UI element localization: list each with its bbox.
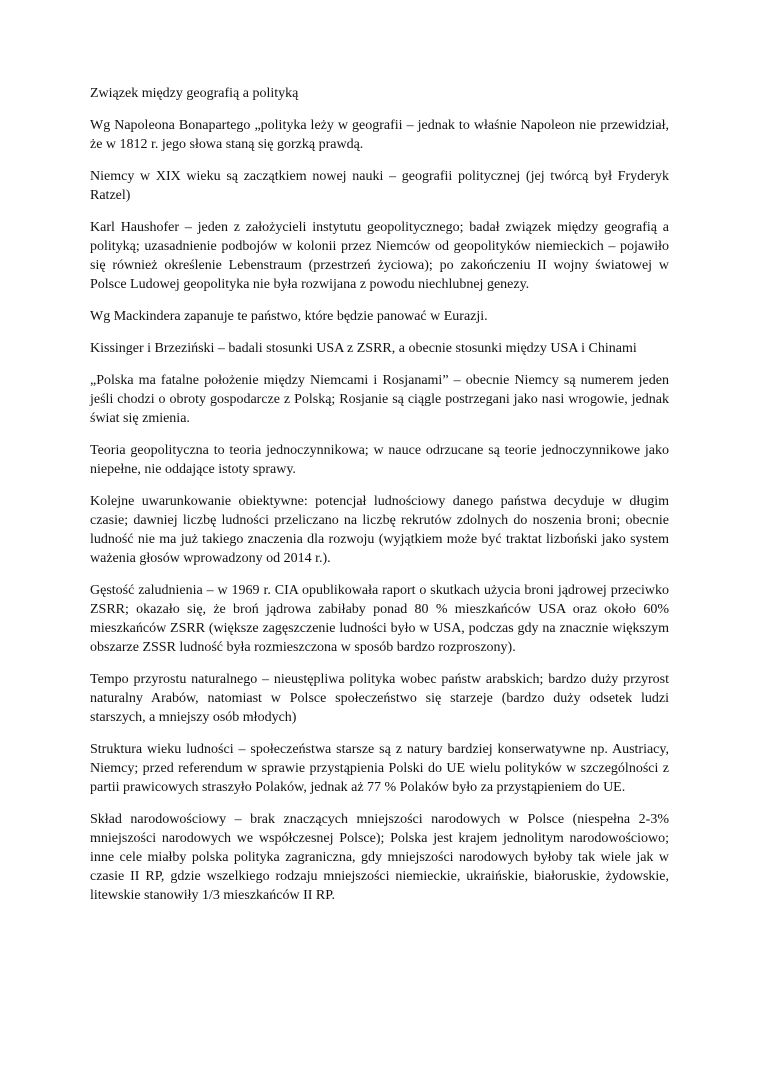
paragraph-haushofer: Karl Haushofer – jeden z założycieli instytutu geopolitycznego; badał związek między geografią a polityką; uzasadnienie podbojów w kolonii przez Niemców od geopolityków niemieckich – pojawiło się również określenie Lebenstraum (przestrzeń życiowa); po zakończeniu II wojny światowej w Polsce Ludowej geopolityka nie była rozwijana z powodu niechlubnej genezy. xyxy=(90,220,669,292)
paragraph-natural-growth: Tempo przyrostu naturalnego – nieustępliwa polityka wobec państw arabskich; bardzo duży przyrost naturalny Arabów, natomiast w Polsce społeczeństwo się starzeje (bardzo duży odsetek ludzi starszych, a mniejszy osób młodych) xyxy=(90,672,669,725)
paragraph-population-density: Gęstość zaludnienia – w 1969 r. CIA opublikowała raport o skutkach użycia broni jądrowej przeciwko ZSRR; okazało się, że broń jądrowa zabiłaby ponad 80 % mieszkańców USA oraz około 60% mieszkańców ZSRR (większe zagęszczenie ludności było w USA, podczas gdy na znacznie większym obszarze ZSSR ludność była rozmieszczona w sposób bardzo rozproszony). xyxy=(90,583,669,655)
paragraph-geopolitical-theory: Teoria geopolityczna to teoria jednoczynnikowa; w nauce odrzucane są teorie jednoczynnikowe jako niepełne, nie oddające istoty sprawy. xyxy=(90,443,669,477)
paragraph-mackinder: Wg Mackindera zapanuje te państwo, które będzie panować w Eurazji. xyxy=(90,309,488,324)
paragraph-poland-position: „Polska ma fatalne położenie między Niemcami i Rosjanami” – obecnie Niemcy są numerem jeden jeśli chodzi o obroty gospodarcze z Polską; Rosjanie są ciągle postrzegani jako nasi wrogowie, jednak świat się zmienia. xyxy=(90,373,669,426)
paragraph-napoleon: Wg Napoleona Bonapartego „polityka leży w geografii – jednak to właśnie Napoleon nie przewidział, że w 1812 r. jego słowa staną się gorzką prawdą. xyxy=(90,118,669,152)
paragraph-political-geography: Niemcy w XIX wieku są zaczątkiem nowej nauki – geografii politycznej (jej twórcą był Fryderyk Ratzel) xyxy=(90,169,669,203)
paragraph-age-structure: Struktura wieku ludności – społeczeństwa starsze są z natury bardziej konserwatywne np. Austriacy, Niemcy; przed referendum w sprawie przystąpienia Polski do UE wielu polityków w szczególności z partii prawicowych straszyło Polaków, jednak aż 77 % Polaków było za przystąpieniem do UE. xyxy=(90,742,669,795)
document-page xyxy=(90,84,669,918)
paragraph-kissinger: Kissinger i Brzeziński – badali stosunki USA z ZSRR, a obecnie stosunki między USA i Chinami xyxy=(90,341,637,356)
paragraph-ethnic-composition: Skład narodowościowy – brak znaczących mniejszości narodowych w Polsce (niespełna 2-3% mniejszości narodowych we współczesnej Polsce); Polska jest krajem jednolitym narodowościowo; inne cele miałby polska polityka zagraniczna, gdy mniejszości narodowych byłoby tak wiele jak w czasie II RP, gdzie wszelkiego rodzaju mniejszości niemieckie, ukraińskie, białoruskie, żydowskie, litewskie stanowiły 1/3 mieszkańców II RP. xyxy=(90,812,669,903)
document-title: Związek między geografią a polityką xyxy=(90,86,299,101)
paragraph-population-potential: Kolejne uwarunkowanie obiektywne: potencjał ludnościowy danego państwa decyduje w długim czasie; dawniej liczbę ludności przeliczano na liczbę rekrutów zdolnych do noszenia broni; obecnie ludność nie ma już takiego znaczenia dla rozwoju (wyjątkiem może być traktat lizboński jako system ważenia głosów wprowadzony od 2014 r.). xyxy=(90,494,669,566)
